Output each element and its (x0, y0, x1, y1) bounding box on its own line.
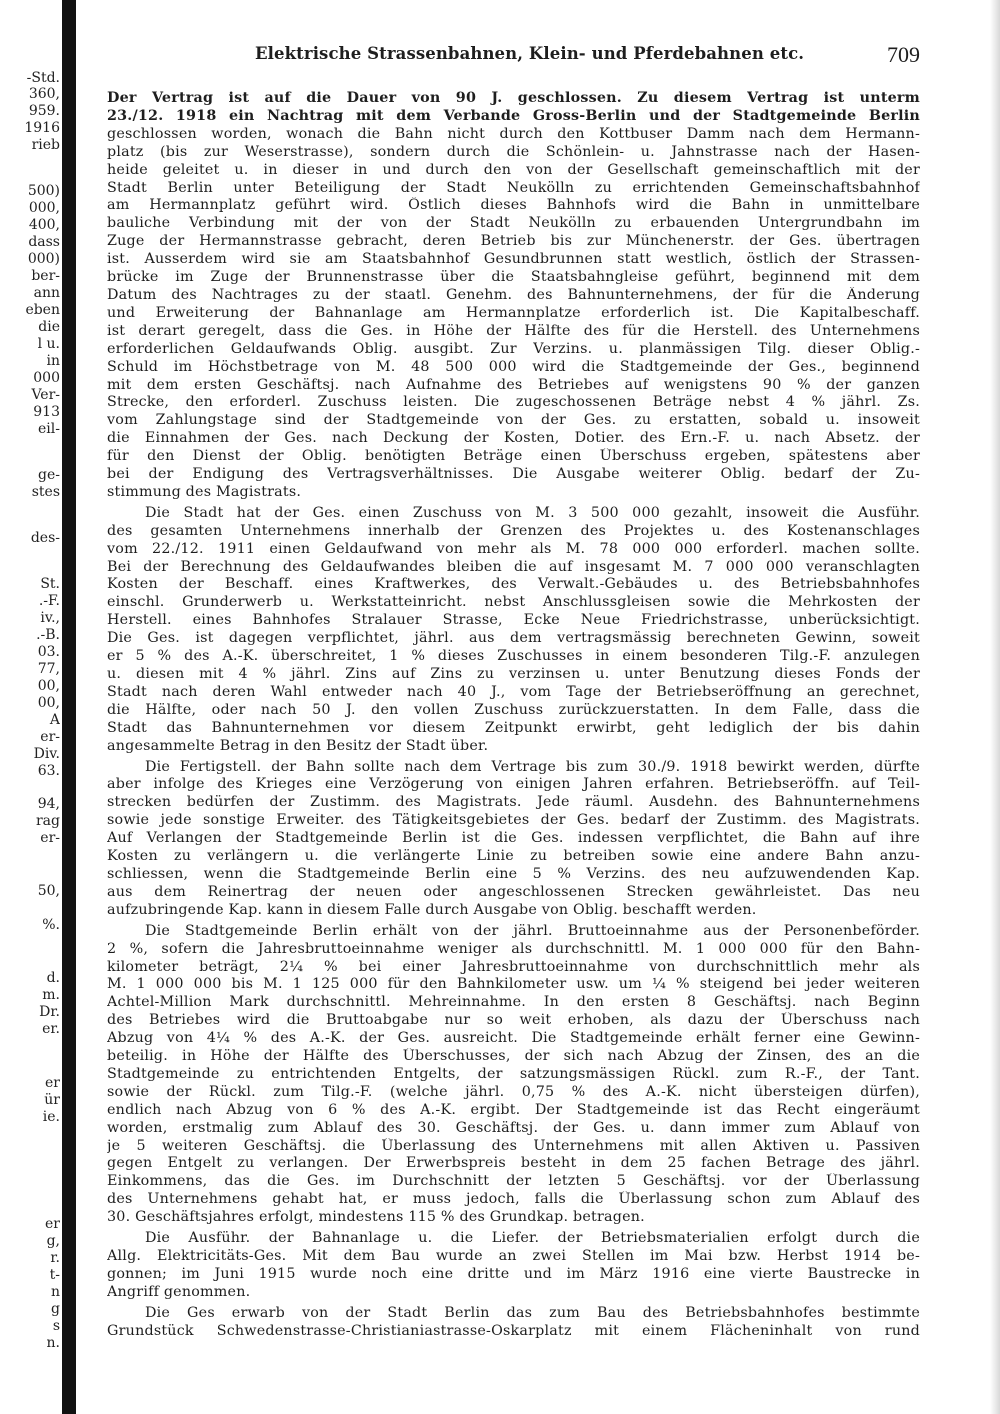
margin-fragment: eil- (38, 421, 60, 437)
text-line: Stadt Berlin unter Beteiligung der Stadt Neukölln zu errichtenden Gemeinschaftsbahnhof (107, 179, 920, 196)
margin-fragment: Ver- (31, 387, 60, 403)
text-line: Abzug von 4¼ % des A.-K. der Ges. ausreicht. Die Stadtgemeinde erhält ferner eine Gewinn- (107, 1030, 920, 1047)
paragraph (107, 505, 920, 756)
margin-fragment: 1916 (24, 120, 60, 136)
margin-fragment: 500) (27, 183, 60, 199)
text-line: Die Ausführ. der Bahnanlage u. die Liefer. der Betriebsmaterialien erfolgt durch die (145, 1230, 920, 1247)
margin-fragment: 00, (37, 678, 60, 694)
text-line: Herstell. eines Bahnhofes Stralauer Strasse, Ecke Neue Friedrichstrasse, unberücksichtigt. (107, 612, 920, 629)
text-line: Die Ges. ist dagegen verpflichtet, jährl. aus dem vertragsmässig berechneten Gewinn, soweit (107, 630, 920, 647)
page-edge (990, 0, 1000, 1414)
margin-fragment: rieb (31, 137, 60, 153)
text-line: Allg. Elektricitäts-Ges. Mit dem Bau wurde an zwei Stellen im Mai bzw. Herbst 1914 be- (107, 1248, 920, 1264)
margin-fragment: d. (46, 970, 60, 986)
text-line: Stadt das Bahnunternehmen vor diesem Zeitpunkt erwirbt, geht lediglich der bis dahin (107, 719, 920, 736)
text-line: aufzubringende Kap. kann in diesem Falle durch Ausgabe von Oblig. beschafft werden. (107, 901, 757, 918)
text-line: endlich nach Abzug von 6 % des A.-K. ergibt. Der Stadtgemeinde ist das Recht eingeräumt (107, 1101, 920, 1118)
margin-fragment: 913 (33, 404, 60, 420)
margin-fragment: ie. (42, 1109, 60, 1125)
text-line: erforderlichen Geldaufwands Oblig. ausgibt. Zur Verzins. u. planmässigen Tilg. dieser Oblig.- (107, 340, 920, 357)
text-line: für den Dienst der Oblig. benötigten Beträge einen Überschuss ergeben, spätestens aber (107, 448, 920, 465)
text-line: Kosten der Beschaff. eines Kraftwerkes, des Verwalt.-Gebäudes u. des Betriebsbahnhofes (107, 576, 920, 593)
text-line: worden, erstmalig zum Ablauf des 30. Geschäftsj. der Ges. u. dann immer zum Ablauf von (107, 1119, 920, 1136)
text-line: platz (bis zur Weserstrasse), sondern durch die Schönlein- u. Jahnstrasse nach der Hasen- (107, 143, 920, 160)
text-line: stimmung des Magistrats. (107, 483, 302, 500)
paragraph (107, 923, 920, 1227)
paragraph (107, 90, 920, 502)
text-line: des gesamten Unternehmens innerhalb der Grenzen des Projektes u. des Kostenanschlages (107, 522, 920, 539)
text-line: M. 1 000 000 bis M. 1 125 000 für den Bahnkilometer usw. um ¼ % steigend bei jeder weiteren (107, 976, 920, 993)
margin-fragment: er- (40, 729, 60, 745)
text-line: Die Stadt hat der Ges. einen Zuschuss von M. 3 500 000 gezahlt, insoweit die Ausführ. (145, 504, 920, 521)
margin-fragment: stes (31, 484, 60, 500)
margin-fragment: 50, (37, 883, 60, 899)
text-line: Zuge der Hermannstrasse gebracht, deren Betrieb bis zur Münchenerstr. der Ges. übertragen (107, 233, 920, 250)
margin-fragment: r. (50, 1250, 60, 1266)
margin-fragment: -Std. (26, 70, 60, 86)
margin-fragment: dass (28, 234, 60, 250)
running-title: Elektrische Strassenbahnen, Klein- und Pferdebahnen etc. (255, 44, 805, 63)
text-line: gegen Entgelt zu verlangen. Der Erwerbspreis besteht in dem 25 fachen Betrage des jährl. (107, 1155, 920, 1172)
binding-shadow (62, 0, 76, 1414)
margin-fragment: ür (44, 1092, 60, 1108)
margin-fragment: 400, (28, 217, 60, 233)
text-line: 23./12. 1918 ein Nachtrag mit dem Verbande Gross-Berlin und der Stadtgemeinde Berlin (107, 107, 920, 124)
text-line: Stadtgemeinde zu entrichtenden Entgelts, der satzungsmässigen Rückl. zum R.-F., der Tant. (107, 1065, 920, 1082)
page-bottom-fade (105, 1362, 920, 1372)
margin-fragment: g (51, 1301, 60, 1317)
text-line: geschlossen worden, wonach die Bahn nicht durch den Kottbuser Damm nach dem Hermann- (107, 125, 920, 142)
margin-fragment: ge- (38, 467, 60, 483)
text-line: Datum des Nachtrages zu der staatl. Genehm. des Bahnunternehmens, der für die Änderung (107, 286, 920, 303)
text-line: Strecke, den erforderl. Zuschuss leisten. Die zugeschossenen Beträge nebst 4 % jährl. Zs. (107, 394, 920, 411)
page-header (105, 42, 920, 70)
text-line: beteilig. in Höhe der Hälfte des Überschusses, der sich nach Abzug der Zinsen, des an die (107, 1048, 920, 1065)
text-line: aber infolge des Krieges eine Verzögerung von einigen Jahren erfahren. Betriebseröffn. auf Teil- (107, 776, 920, 793)
text-line: angesammelte Betrag in den Besitz der Stadt über. (107, 737, 489, 754)
text-line: sowie jede sonstige Erweiter. des Tätigkeitsgebietes der Ges. bedarf der Zustimm. des Magistrats. (107, 812, 920, 829)
text-line: 2 %, sofern die Jahresbruttoeinnahme weniger als durchschnittl. M. 1 000 000 für den Bahn- (107, 940, 920, 957)
text-line: mit dem ersten Geschäftsj. nach Aufnahme des Betriebes auf wenigstens 90 % der ganzen (107, 376, 920, 393)
margin-fragment: er (45, 1075, 60, 1091)
margin-fragment: eben (25, 302, 60, 318)
margin-fragment: er. (42, 1021, 60, 1037)
text-line: bauliche Verbindung mit der von der Stadt Neukölln zu erbauenden Untergrundbahn im (107, 215, 920, 232)
text-line: des Betriebes wird die Bruttoabgabe nur so weit erhoben, als dazu der Überschuss nach (107, 1012, 920, 1029)
margin-fragment: Dr. (39, 1004, 60, 1020)
text-line: gonnen; im Juni 1915 wurde noch eine dritte und im März 1916 eine vierte Baustrecke in (107, 1265, 920, 1282)
margin-fragment: g, (46, 1233, 60, 1249)
margin-fragment: s (52, 1318, 60, 1334)
margin-fragment: 959. (28, 103, 60, 119)
margin-fragment: Div. (33, 746, 60, 762)
text-line: einschl. Grunderwerb u. Werkstatteinricht. nebst Anschlussgleisen sowie die Mehrkosten der (107, 594, 920, 611)
margin-fragment: 00, (37, 695, 60, 711)
margin-fragment: 94, (37, 796, 60, 812)
text-line: Der Vertrag ist auf die Dauer von 90 J. geschlossen. Zu diesem Vertrag ist unterm (107, 90, 920, 106)
text-line: am Hermannplatz geführt wird. Östlich dieses Bahnhofs wird die Bahn in unmittelbare (107, 197, 920, 214)
text-line: Die Fertigstell. der Bahn sollte nach dem Vertrage bis zum 30./9. 1918 bewirkt werden, dürfte (145, 758, 920, 775)
text-line: Einkommens, das die Ges. im Durchschnitt der letzten 5 Geschäftsj. vor der Überlassung (107, 1173, 920, 1190)
text-line: Schuld im Höchstbetrage von M. 48 500 000 wird die Stadtgemeinde der Ges., beginnend (107, 358, 920, 375)
margin-fragment: 000, (28, 200, 60, 216)
margin-fragment: n. (46, 1335, 60, 1351)
text-line: Bei der Berechnung des Geldaufwandes bleiben die auf insgesamt M. 7 000 000 veranschlagten (107, 558, 920, 575)
text-line: ist derart geregelt, dass die Ges. in Höhe der Hälfte des für die Herstell. des Unternehmens (107, 322, 920, 339)
margin-fragment: 000) (27, 251, 60, 267)
margin-fragment: ber- (31, 268, 60, 284)
margin-fragment: iv., (40, 610, 60, 626)
margin-fragment: er (45, 1216, 60, 1232)
text-line: er 5 % des A.-K. überschreitet, 1 % dieses Zuschusses in einem besonderen Tilg.-F. anzulegen (107, 648, 920, 665)
margin-fragment: ann (33, 285, 60, 301)
margin-fragment: .-F. (38, 593, 60, 609)
paragraph (107, 1305, 920, 1341)
text-line: je 5 weiteren Geschäftsj. die Überlassung des Unternehmens mit allen Aktiven u. Passiven (107, 1137, 920, 1154)
text-line: des Unternehmens gehabt hat, er muss jedoch, falls die Überlassung schon zum Ablauf des (107, 1191, 920, 1208)
text-line: kilometer beträgt, 2¼ % bei einer Jahresbruttoeinnahme von durchschnittlich mehr als (107, 958, 920, 975)
text-line: Die Ges erwarb von der Stadt Berlin das zum Bau des Betriebsbahnhofes bestimmte (145, 1304, 920, 1321)
margin-fragment: t- (49, 1267, 60, 1283)
body-text (107, 90, 920, 1341)
margin-fragment: St. (40, 576, 60, 592)
margin-fragment: 000 (33, 370, 60, 386)
margin-fragment: 77, (37, 661, 60, 677)
text-line: u. diesen mit 4 % jährl. Zins auf Zins zu verzinsen u. unter Benutzung dieses Fonds der (107, 666, 920, 682)
text-line: Stadt nach deren Wahl entweder nach 40 J., vom Tage der Betriebseröffnung an gerechnet, (107, 683, 920, 700)
text-line: vom Zahlungstage sind der Stadtgemeinde von der Ges. zu erstatten, sobald u. insoweit (107, 412, 920, 429)
margin-fragment: %. (42, 917, 60, 933)
text-line: Auf Verlangen der Stadtgemeinde Berlin ist die Ges. indessen verpflichtet, die Bahn auf ihre (107, 830, 920, 847)
text-line: die Hälfte, oder nach 50 J. den vollen Zuschuss zurückzuerstatten. In dem Falle, dass die (107, 701, 920, 718)
text-line: ist. Ausserdem wird sie am Staatsbahnhof Gesundbrunnen statt westlich, östlich der Strassen- (107, 251, 920, 268)
text-line: Grundstück Schwedenstrasse-Christianiastrasse-Oskarplatz mit einem Flächeninhalt von rund (107, 1322, 920, 1339)
paragraph (107, 759, 920, 920)
text-line: 30. Geschäftsjahres erfolgt, mindestens 115 % des Grundkap. betragen. (107, 1209, 645, 1226)
margin-fragment: A (49, 712, 60, 728)
text-line: bei der Endigung des Vertragsverhältnisses. Die Ausgabe weiterer Oblig. bedarf der Zu- (107, 466, 920, 483)
margin-fragment: 360, (28, 86, 60, 102)
margin-fragment: in (46, 353, 60, 369)
text-line: und Erweiterung der Bahnanlage am Hermannplatze erforderlich ist. Die Kapitalbeschaff. (107, 304, 920, 321)
margin-fragment: n (50, 1284, 60, 1300)
text-line: aus dem Reinertrag der neuen oder angeschlossenen Strecken gewährleistet. Das neu (107, 883, 920, 900)
margin-fragment: rag (35, 813, 60, 829)
margin-fragment: m. (42, 987, 60, 1003)
text-line: Angriff genommen. (107, 1283, 251, 1300)
paragraph (107, 1230, 920, 1302)
margin-fragment: er- (40, 830, 60, 846)
text-line: strecken bedürfen der Zustimm. des Magistrats. Jede räuml. Ausdehn. des Bahnunternehmens (107, 794, 920, 811)
text-line: heide geleitet u. in dieser in und durch den von der Gesellschaft gemeinschaftlich mit der (107, 161, 920, 178)
text-line: Die Stadtgemeinde Berlin erhält von der jährl. Bruttoeinnahme aus der Personenbeförder. (145, 922, 920, 939)
margin-fragment: die (38, 319, 60, 335)
text-line: brücke im Zuge der Brunnenstrasse über die Staatsbahngleise geführt, beginnend mit dem (107, 269, 920, 286)
text-line: die Einnahmen der Ges. nach Deckung der Kosten, Dotier. des Ern.-F. u. nach Absetz. der (107, 430, 920, 447)
margin-fragment: l u. (37, 336, 60, 352)
page-number: 709 (887, 42, 920, 67)
text-line: vom 22./12. 1911 einen Geldaufwand von mehr als M. 78 000 000 erforderl. machen sollte. (107, 540, 920, 557)
text-line: sowie der Rückl. zum Tilg.-F. (welche jährl. 0,75 % des A.-K. nicht übersteigen dürfen), (107, 1083, 920, 1100)
text-line: schliessen, wenn die Stadtgemeinde Berlin eine 5 % Verzins. des neu aufzuwendenden Kap. (107, 865, 920, 882)
margin-fragment: des- (30, 530, 60, 546)
margin-fragment: 03. (37, 644, 60, 660)
text-line: Achtel-Million Mark durchschnittl. Mehreinnahme. In den ersten 8 Geschäftsj. nach Beginn (107, 994, 920, 1011)
text-line: Kosten zu verlängern u. die verlängerte Linie zu betreiben sowie eine andere Bahn anzu- (107, 848, 920, 865)
margin-fragment: 63. (37, 763, 60, 779)
margin-fragment: .-B. (36, 627, 60, 643)
